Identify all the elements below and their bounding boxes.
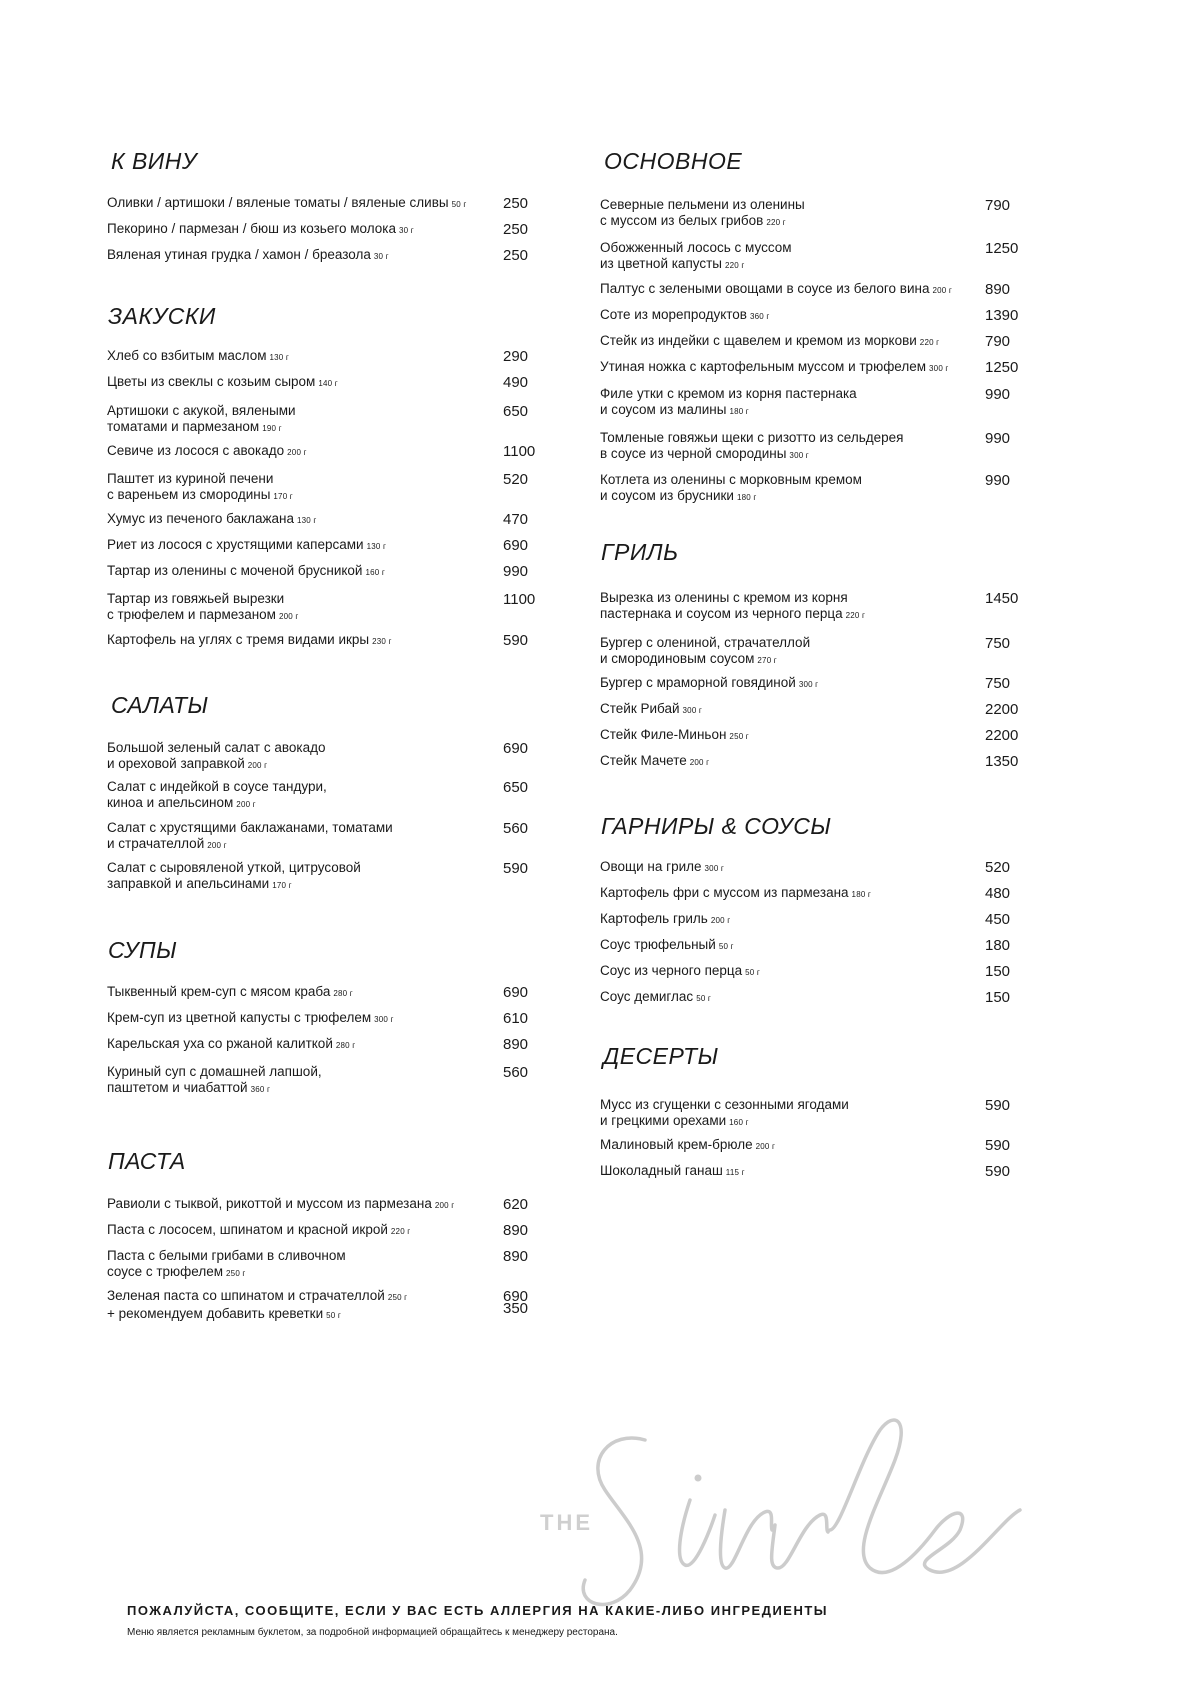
item-name-line — [107, 1196, 563, 1214]
item-weight: 250 г — [387, 1293, 408, 1302]
item-weight: 200 г — [689, 758, 710, 767]
item-name-line — [107, 820, 563, 836]
item-name-continued: из цветной капусты — [600, 256, 722, 271]
item-weight: 130 г — [296, 516, 317, 525]
item-name-line — [107, 471, 563, 487]
menu-item — [600, 675, 1045, 693]
item-name: Тартар из говяжьей вырезки — [107, 591, 285, 606]
item-name-line — [107, 419, 563, 437]
menu-item — [107, 591, 563, 625]
item-name: Соус демиглас — [600, 989, 694, 1004]
item-name-line — [600, 911, 1045, 929]
item-weight: 140 г — [318, 379, 338, 388]
item-name-line — [107, 591, 563, 607]
item-weight: 200 г — [207, 841, 227, 850]
menu-item — [107, 1036, 563, 1054]
item-price: 590 — [503, 632, 529, 649]
item-name-continued: с вареньем из смородины — [107, 487, 271, 502]
item-name-line — [107, 443, 563, 461]
item-weight: 300 г — [374, 1015, 394, 1024]
menu-item — [600, 885, 1045, 903]
logo-prefix: THE — [540, 1510, 593, 1535]
item-name: Карельская уха со ржаной калиткой — [107, 1036, 333, 1051]
menu-item — [600, 989, 1045, 1007]
section-title: ПАСТА — [108, 1148, 186, 1174]
item-name-line — [107, 348, 563, 366]
menu-item — [600, 333, 1045, 351]
item-price: 990 — [985, 472, 1011, 489]
item-name-line — [107, 1064, 563, 1080]
item-price: 1100 — [503, 443, 536, 460]
item-name: Салат с индейкой в соусе тандури, — [107, 779, 327, 794]
item-name-line — [107, 487, 563, 505]
item-weight: 200 г — [434, 1201, 455, 1210]
item-name-continued: заправкой и апельсинами — [107, 876, 270, 891]
section-title: ЗАКУСКИ — [108, 303, 216, 329]
menu-item — [107, 860, 563, 894]
item-name: Овощи на гриле — [600, 859, 702, 874]
item-price: 590 — [985, 1137, 1011, 1154]
item-name-line — [107, 221, 563, 239]
item-name-line — [600, 859, 1045, 877]
item-name: Хумус из печеного баклажана — [107, 511, 294, 526]
menu-item — [600, 1163, 1045, 1181]
item-weight: 170 г — [272, 881, 292, 890]
menu-item — [107, 348, 563, 366]
item-weight: 200 г — [710, 916, 731, 925]
menu-item — [600, 753, 1045, 771]
item-name-line — [107, 1288, 563, 1306]
item-weight: 250 г — [226, 1269, 246, 1278]
section-title: ГАРНИРЫ & СОУСЫ — [601, 813, 832, 839]
item-name-line — [600, 701, 1045, 719]
menu-item — [107, 779, 563, 813]
item-price-addon: 350 — [503, 1300, 529, 1317]
item-name-line — [600, 197, 1045, 213]
item-weight: 270 г — [757, 656, 777, 665]
item-name-line — [600, 359, 1045, 377]
item-name-line — [107, 374, 563, 392]
menu-item — [600, 386, 1045, 420]
item-price: 610 — [503, 1010, 529, 1027]
item-name: Бургер с олениной, страчателлой — [600, 635, 811, 650]
item-weight: 220 г — [766, 218, 786, 227]
item-name-line — [107, 740, 563, 756]
item-name-continued: с трюфелем и пармезаном — [107, 607, 276, 622]
item-name-line — [600, 472, 1045, 488]
section-title: САЛАТЫ — [111, 692, 209, 718]
item-weight: 30 г — [398, 226, 414, 235]
item-weight: 220 г — [919, 338, 940, 347]
item-price: 590 — [985, 1097, 1011, 1114]
item-name: Куриный суп с домашней лапшой, — [107, 1064, 322, 1079]
menu-item — [600, 963, 1045, 981]
item-name: Стейк Мачете — [600, 753, 687, 768]
menu-item — [107, 1222, 563, 1240]
item-name-continued: с муссом из белых грибов — [600, 213, 764, 228]
item-name-line — [107, 403, 563, 419]
item-weight: 300 г — [682, 706, 703, 715]
item-weight: 280 г — [335, 1041, 356, 1050]
item-name-line — [600, 937, 1045, 955]
menu-item — [600, 472, 1045, 506]
menu-item — [107, 740, 563, 774]
item-price: 180 — [985, 937, 1011, 954]
item-name-continued: томатами и пармезаном — [107, 419, 260, 434]
menu-item — [600, 727, 1045, 745]
item-name-line — [107, 632, 563, 650]
item-weight: 360 г — [749, 312, 770, 321]
item-price: 250 — [503, 221, 529, 238]
item-name: Риет из лосося с хрустящими каперсами — [107, 537, 364, 552]
item-name: Паста с белыми грибами в сливочном — [107, 1248, 346, 1263]
item-name: Томленые говяжьи щеки с ризотто из сельдерея — [600, 430, 904, 445]
item-price: 560 — [503, 820, 529, 837]
item-name-line — [600, 386, 1045, 402]
item-price: 1250 — [985, 240, 1019, 257]
item-name-continued: и соусом из малины — [600, 402, 727, 417]
item-name-line — [600, 635, 1045, 651]
section-title: ГРИЛЬ — [601, 539, 679, 565]
item-price: 520 — [503, 471, 529, 488]
menu-item — [600, 197, 1045, 231]
item-price: 790 — [985, 197, 1011, 214]
item-price: 1100 — [503, 591, 536, 608]
item-name-line — [107, 779, 563, 795]
item-weight: 50 г — [451, 200, 467, 209]
item-weight: 130 г — [366, 542, 387, 551]
item-name-line — [600, 213, 1045, 231]
item-name-line — [107, 1036, 563, 1054]
item-name-continued: + рекомендуем добавить креветки — [107, 1306, 324, 1321]
item-name-line — [600, 307, 1045, 325]
menu-item — [600, 281, 1045, 299]
item-name-continued: киноа и апельсином — [107, 795, 234, 810]
item-name-line — [600, 281, 1045, 299]
item-name-continued: пастернака и соусом из черного перца — [600, 606, 843, 621]
item-price: 690 — [503, 740, 529, 757]
item-price: 750 — [985, 635, 1011, 652]
item-price: 620 — [503, 1196, 529, 1213]
item-weight: 300 г — [929, 364, 949, 373]
item-price: 690 — [503, 1288, 529, 1305]
item-weight: 160 г — [729, 1118, 749, 1127]
item-name: Филе утки с кремом из корня пастернака — [600, 386, 857, 401]
item-weight: 180 г — [851, 890, 872, 899]
item-weight: 170 г — [273, 492, 293, 501]
item-name-line — [600, 1137, 1045, 1155]
menu-item — [107, 374, 563, 392]
item-name-line — [600, 590, 1045, 606]
item-name-line — [600, 963, 1045, 981]
restaurant-logo — [540, 1400, 1090, 1690]
item-name-line — [107, 1264, 563, 1282]
item-weight: 200 г — [287, 448, 307, 457]
item-name: Салат с сыровяленой уткой, цитрусовой — [107, 860, 361, 875]
item-weight: 30 г — [373, 252, 389, 261]
item-name-line — [107, 860, 563, 876]
item-name-line — [107, 795, 563, 813]
item-name: Равиоли с тыквой, рикоттой и муссом из пармезана — [107, 1196, 432, 1211]
item-name: Вяленая утиная грудка / хамон / бреазола — [107, 247, 371, 262]
item-weight: 300 г — [798, 680, 819, 689]
item-name: Крем-суп из цветной капусты с трюфелем — [107, 1010, 372, 1025]
item-name-line — [600, 1097, 1045, 1113]
item-name-line — [600, 606, 1045, 624]
menu-item — [600, 307, 1045, 325]
item-weight: 50 г — [718, 942, 734, 951]
menu-item — [107, 1010, 563, 1028]
item-name-line — [600, 885, 1045, 903]
section-title: К ВИНУ — [111, 148, 198, 174]
menu-item — [107, 984, 563, 1002]
item-price: 990 — [985, 386, 1011, 403]
menu-item — [600, 1097, 1045, 1131]
item-price: 790 — [985, 333, 1011, 350]
item-name: Севиче из лосося с авокадо — [107, 443, 285, 458]
item-weight: 280 г — [333, 989, 353, 998]
item-name: Палтус с зелеными овощами в соусе из белого вина — [600, 281, 930, 296]
item-price: 890 — [985, 281, 1011, 298]
menu-item — [107, 403, 563, 437]
item-name-line — [600, 753, 1045, 771]
item-name: Стейк Филе-Миньон — [600, 727, 727, 742]
item-price: 470 — [503, 511, 529, 528]
item-name-line — [600, 1113, 1045, 1131]
menu-item — [107, 563, 563, 581]
item-name-line — [600, 402, 1045, 420]
item-price: 2200 — [985, 727, 1019, 744]
item-weight: 200 г — [932, 286, 952, 295]
item-price: 690 — [503, 984, 529, 1001]
item-price: 150 — [985, 989, 1011, 1006]
menu-item — [107, 1064, 563, 1098]
menu-item — [600, 430, 1045, 464]
menu-item — [600, 590, 1045, 624]
item-name: Тыквенный крем-суп с мясом краба — [107, 984, 331, 999]
item-name: Тартар из оленины с моченой брусникой — [107, 563, 363, 578]
menu-item — [600, 701, 1045, 719]
item-name-line — [107, 1010, 563, 1028]
item-name-line — [600, 675, 1045, 693]
item-weight: 230 г — [372, 637, 392, 646]
item-weight: 300 г — [704, 864, 725, 873]
item-price: 990 — [985, 430, 1011, 447]
item-price: 290 — [503, 348, 529, 365]
item-price: 150 — [985, 963, 1011, 980]
item-name: Стейк из индейки с щавелем и кремом из моркови — [600, 333, 917, 348]
item-name-line — [107, 563, 563, 581]
item-price: 890 — [503, 1036, 529, 1053]
item-name-line — [600, 333, 1045, 351]
item-weight: 50 г — [326, 1311, 341, 1320]
menu-item — [600, 859, 1045, 877]
item-weight: 200 г — [278, 612, 299, 621]
item-name-line — [107, 247, 563, 265]
item-name-line — [600, 989, 1045, 1007]
item-name-line — [600, 256, 1045, 274]
item-price: 650 — [503, 779, 529, 796]
item-name: Зеленая паста со шпинатом и страчателлой — [107, 1288, 385, 1303]
item-price: 250 — [503, 247, 529, 264]
item-price: 480 — [985, 885, 1011, 902]
section-title: СУПЫ — [108, 937, 178, 963]
item-name: Шоколадный ганаш — [600, 1163, 723, 1178]
menu-item — [107, 1196, 563, 1214]
item-weight: 200 г — [236, 800, 256, 809]
section-title: ОСНОВНОЕ — [604, 148, 743, 174]
item-name-line — [107, 1080, 563, 1098]
item-name: Картофель на углях с тремя видами икры — [107, 632, 370, 647]
item-price: 1450 — [985, 590, 1019, 607]
item-name: Вырезка из оленины с кремом из корня — [600, 590, 848, 605]
item-name-line — [107, 607, 563, 625]
item-weight: 200 г — [755, 1142, 776, 1151]
item-name-continued: в соусе из черной смородины — [600, 446, 787, 461]
item-price: 690 — [503, 537, 529, 554]
item-weight: 50 г — [696, 994, 712, 1003]
item-name: Бургер с мраморной говядиной — [600, 675, 796, 690]
allergy-notice: ПОЖАЛУЙСТА, СООБЩИТЕ, ЕСЛИ У ВАС ЕСТЬ АЛЛЕРГИЯ НА КАКИЕ-ЛИБО ИНГРЕДИЕНТЫ — [127, 1603, 829, 1618]
item-name-continued: и страчателлой — [107, 836, 205, 851]
item-price: 590 — [985, 1163, 1011, 1180]
item-weight: 50 г — [745, 968, 760, 977]
item-name: Хлеб со взбитым маслом — [107, 348, 267, 363]
menu-item — [600, 937, 1045, 955]
item-name: Котлета из оленины с морковным кремом — [600, 472, 862, 487]
item-name: Салат с хрустящими баклажанами, томатами — [107, 820, 393, 835]
item-name: Стейк Рибай — [600, 701, 680, 716]
item-price: 2200 — [985, 701, 1019, 718]
menu-item — [107, 511, 563, 529]
item-weight: 300 г — [789, 451, 809, 460]
item-weight: 180 г — [729, 407, 749, 416]
item-name: Соус трюфельный — [600, 937, 716, 952]
section-title: ДЕСЕРТЫ — [603, 1043, 719, 1069]
menu-item — [107, 247, 563, 265]
item-weight: 115 г — [725, 1168, 745, 1177]
item-name-line — [107, 876, 563, 894]
item-name: Северные пельмени из оленины — [600, 197, 805, 212]
item-name: Обожженный лосось с муссом — [600, 240, 792, 255]
item-name-line — [600, 446, 1045, 464]
item-name-line — [600, 430, 1045, 446]
item-weight: 360 г — [250, 1085, 271, 1094]
menu-item — [107, 443, 563, 461]
item-name: Малиновый крем-брюле — [600, 1137, 753, 1152]
item-price: 450 — [985, 911, 1011, 928]
item-price: 990 — [503, 563, 529, 580]
item-name-line — [107, 756, 563, 774]
item-name: Паштет из куриной печени — [107, 471, 274, 486]
item-name-line — [107, 1248, 563, 1264]
item-name-continued: и смородиновым соусом — [600, 651, 755, 666]
menu-disclaimer: Меню является рекламным буклетом, за подробной информацией обращайтесь к менеджеру ресторана. — [127, 1627, 618, 1638]
item-weight: 220 г — [390, 1227, 411, 1236]
item-price: 890 — [503, 1222, 529, 1239]
item-name: Паста с лососем, шпинатом и красной икрой — [107, 1222, 388, 1237]
menu-item — [600, 911, 1045, 929]
item-name-line — [107, 195, 563, 213]
item-name: Оливки / артишоки / вяленые томаты / вяленые сливы — [107, 195, 449, 210]
item-price: 560 — [503, 1064, 529, 1081]
item-weight: 200 г — [247, 761, 268, 770]
item-price: 1350 — [985, 753, 1019, 770]
item-name-line — [107, 1222, 563, 1240]
item-weight: 130 г — [269, 353, 289, 362]
item-name: Пекорино / пармезан / бюш из козьего молока — [107, 221, 396, 236]
item-name-line — [107, 537, 563, 555]
menu-item — [600, 240, 1045, 274]
menu-item — [107, 221, 563, 239]
item-weight: 160 г — [365, 568, 385, 577]
menu-item — [107, 537, 563, 555]
item-name-continued: и соусом из брусники — [600, 488, 734, 503]
menu-item — [107, 820, 563, 854]
item-name-line — [107, 984, 563, 1002]
item-price: 1250 — [985, 359, 1019, 376]
item-price: 890 — [503, 1248, 529, 1265]
item-name-continued: и ореховой заправкой — [107, 756, 245, 771]
menu-item — [107, 1288, 563, 1324]
item-weight: 250 г — [729, 732, 749, 741]
menu-item — [107, 1248, 563, 1282]
item-price: 520 — [985, 859, 1011, 876]
menu-item — [600, 635, 1045, 669]
item-name: Соус из черного перца — [600, 963, 743, 978]
item-price: 250 — [503, 195, 529, 212]
item-name-line — [600, 1163, 1045, 1181]
item-name-line — [600, 488, 1045, 506]
menu-item — [107, 195, 563, 213]
item-price: 590 — [503, 860, 529, 877]
item-name-line — [600, 727, 1045, 745]
item-name: Артишоки с акукой, вялеными — [107, 403, 296, 418]
item-price: 1390 — [985, 307, 1019, 324]
item-name: Большой зеленый салат с авокадо — [107, 740, 326, 755]
item-name: Соте из морепродуктов — [600, 307, 747, 322]
item-name: Картофель фри с муссом из пармезана — [600, 885, 849, 900]
item-name-continued: паштетом и чиабаттой — [107, 1080, 248, 1095]
item-name: Цветы из свеклы с козьим сыром — [107, 374, 316, 389]
item-name: Картофель гриль — [600, 911, 708, 926]
menu-item — [107, 471, 563, 505]
item-weight: 180 г — [736, 493, 757, 502]
item-name-line — [600, 240, 1045, 256]
item-name-line — [600, 651, 1045, 669]
item-name-line — [107, 1306, 563, 1324]
item-name-continued: и грецкими орехами — [600, 1113, 727, 1128]
menu-item — [600, 359, 1045, 377]
item-name: Утиная ножка с картофельным муссом и трюфелем — [600, 359, 927, 374]
menu-item — [107, 632, 563, 650]
item-name-continued: соусе с трюфелем — [107, 1264, 224, 1279]
item-price: 490 — [503, 374, 529, 391]
item-price: 650 — [503, 403, 529, 420]
item-name-line — [107, 836, 563, 854]
item-name: Мусс из сгущенки с сезонными ягодами — [600, 1097, 849, 1112]
item-name-line — [107, 511, 563, 529]
item-price: 750 — [985, 675, 1011, 692]
item-weight: 190 г — [262, 424, 282, 433]
item-weight: 220 г — [845, 611, 866, 620]
menu-item — [600, 1137, 1045, 1155]
item-weight: 220 г — [725, 261, 745, 270]
